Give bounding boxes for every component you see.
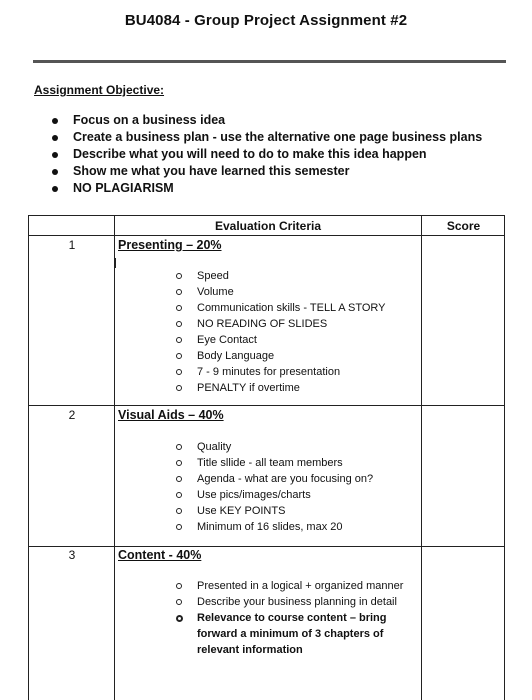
objective-item: Focus on a business idea: [52, 112, 482, 129]
criteria-item: Use pics/images/charts: [176, 487, 421, 503]
criteria-item: Use KEY POINTS: [176, 503, 421, 519]
criteria-item: Title sllide - all team members: [176, 455, 421, 471]
criteria-item: Eye Contact: [176, 332, 421, 348]
header-evaluation-criteria: Evaluation Criteria: [214, 219, 322, 233]
table-row-divider: [29, 546, 504, 547]
row-number: 3: [68, 548, 76, 562]
section-heading-presenting: Presenting – 20%: [118, 238, 222, 252]
header-score: Score: [446, 219, 481, 233]
evaluation-table: [28, 215, 505, 700]
criteria-item: Quality: [176, 439, 421, 455]
objective-list: [52, 112, 482, 197]
section-heading-visual-aids: Visual Aids – 40%: [118, 408, 224, 422]
criteria-item: Minimum of 16 slides, max 20: [176, 519, 421, 535]
criteria-item: Presented in a logical + organized manner: [176, 578, 421, 594]
criteria-item: NO READING OF SLIDES: [176, 316, 421, 332]
table-column-divider: [114, 216, 115, 700]
criteria-item: Communication skills - TELL A STORY: [176, 300, 421, 316]
cursor-mark: [115, 258, 116, 268]
criteria-item: PENALTY if overtime: [176, 380, 421, 396]
title-divider: [33, 60, 506, 63]
criteria-item: Speed: [176, 268, 421, 284]
document-title: BU4084 - Group Project Assignment #2: [124, 12, 408, 29]
section-heading-content: Content - 40%: [118, 548, 202, 562]
visual-aids-criteria-list: [176, 439, 421, 535]
objective-item: Describe what you will need to do to make this idea happen: [52, 146, 482, 163]
objective-heading: Assignment Objective:: [34, 83, 165, 97]
content-criteria-list: [176, 578, 421, 658]
table-row-divider: [29, 405, 504, 406]
criteria-item: Relevance to course content – bring forward a minimum of 3 chapters of relevant information: [176, 610, 421, 658]
table-row-divider: [29, 235, 504, 236]
criteria-item: 7 - 9 minutes for presentation: [176, 364, 421, 380]
criteria-item: Volume: [176, 284, 421, 300]
presenting-criteria-list: [176, 268, 421, 396]
criteria-item: Describe your business planning in detail: [176, 594, 421, 610]
objective-item: Create a business plan - use the alternative one page business plans: [52, 129, 482, 146]
criteria-item: Body Language: [176, 348, 421, 364]
objective-item: Show me what you have learned this semester: [52, 163, 482, 180]
row-number: 1: [68, 238, 76, 252]
row-number: 2: [68, 408, 76, 422]
objective-item: NO PLAGIARISM: [52, 180, 482, 197]
table-column-divider: [421, 216, 422, 700]
criteria-item: Agenda - what are you focusing on?: [176, 471, 421, 487]
